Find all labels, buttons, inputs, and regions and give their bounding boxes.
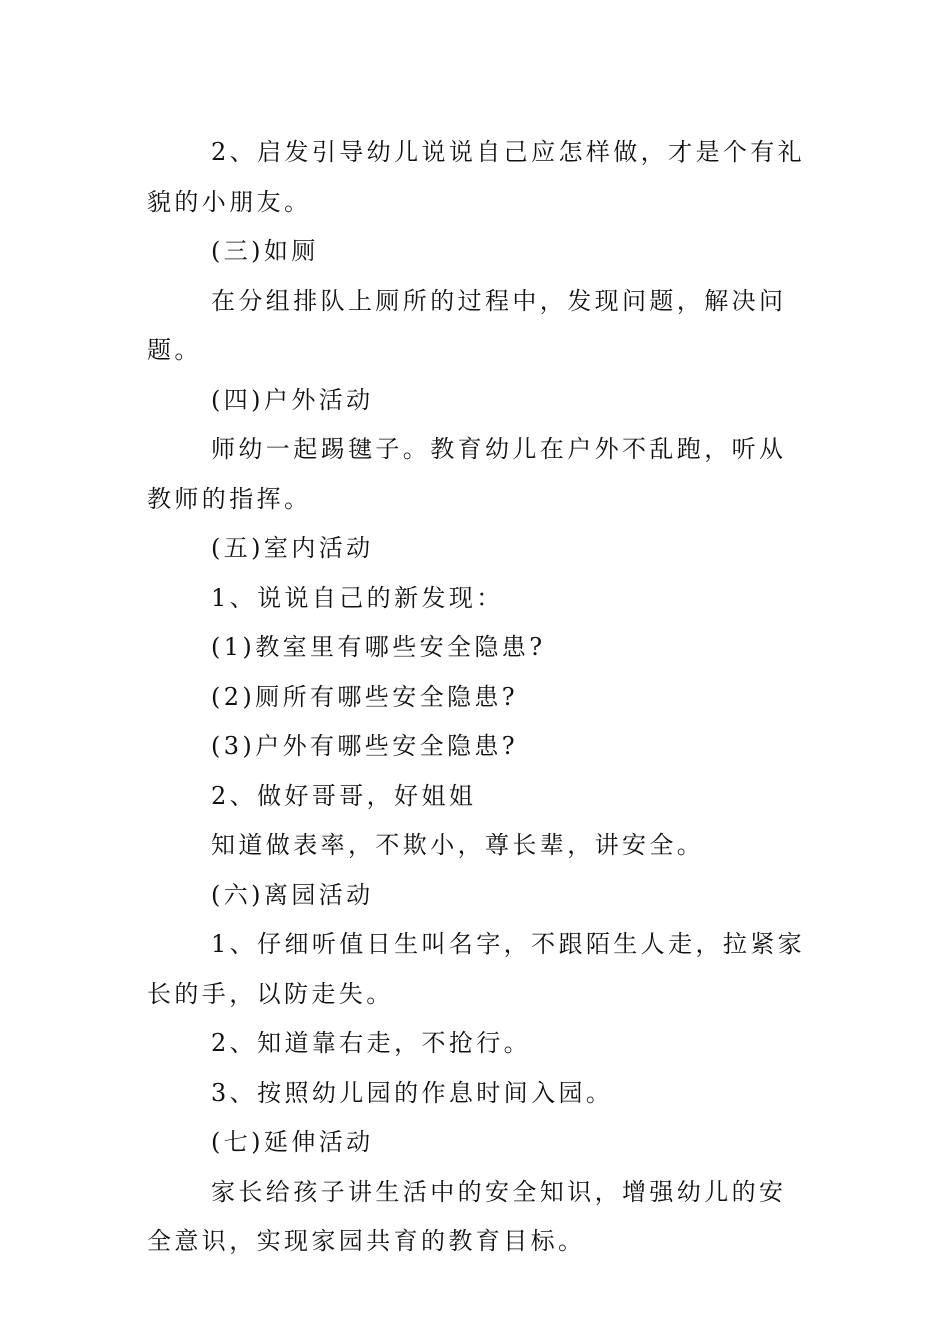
paragraph-new-discovery: 1、说说自己的新发现： [211, 583, 504, 612]
heading-outdoor: (四)户外活动 [211, 385, 374, 414]
paragraph-role-model: 2、做好哥哥，好姐姐 [211, 781, 477, 810]
paragraph-politeness: 2、启发引导幼儿说说自己应怎样做，才是个有礼貌的小朋友。 [147, 138, 806, 216]
list-item-restroom: (2)厕所有哪些安全隐患? [211, 682, 519, 711]
paragraph-departure-1: 1、仔细听值日生叫名字，不跟陌生人走，拉紧家长的手，以防走失。 [147, 930, 806, 1008]
list-item-outdoors: (3)户外有哪些安全隐患? [211, 732, 519, 760]
heading-indoor: (五)室内活动 [211, 534, 374, 562]
paragraph-departure-2: 2、知道靠右走，不抢行。 [211, 1029, 532, 1057]
heading-toilet: (三)如厕 [211, 237, 319, 265]
paragraph-departure-3: 3、按照幼儿园的作息时间入园。 [211, 1078, 614, 1107]
paragraph-toilet: 在分组排队上厕所的过程中，发现问题，解决问题。 [147, 286, 787, 364]
paragraph-outdoor: 师幼一起踢毽子。教育幼儿在户外不乱跑，听从教师的指挥。 [147, 435, 787, 513]
paragraph-role-model-detail: 知道做表率，不欺小，尊长辈，讲安全。 [211, 831, 705, 859]
paragraph-extension: 家长给孩子讲生活中的安全知识，增强幼儿的安全意识，实现家园共育的教育目标。 [147, 1177, 787, 1255]
list-item-classroom: (1)教室里有哪些安全隐患? [211, 633, 546, 661]
heading-departure: (六)离园活动 [211, 880, 374, 909]
heading-extension: (七)延伸活动 [211, 1128, 374, 1156]
document-body [147, 128, 807, 1267]
